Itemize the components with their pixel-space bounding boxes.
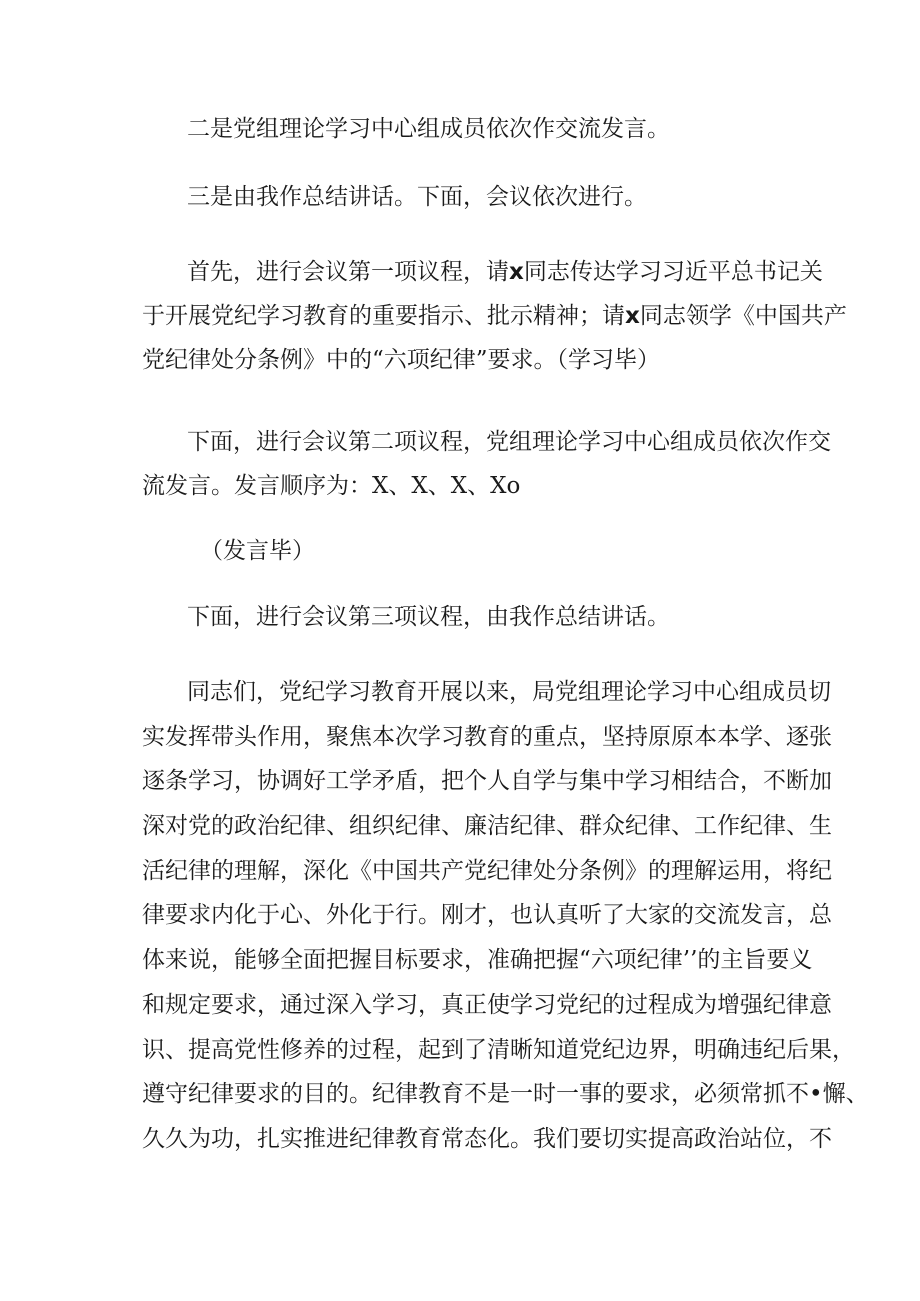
paragraph-4 [142,420,831,508]
text-line: （发言毕） [200,538,315,564]
text-line: 下面，进行会议第二项议程，党组理论学习中心组成员依次作交 [187,429,831,455]
text-segment: 同志领学《中国共产 [639,303,847,329]
text-line: 流发言。发言顺序为：X、X、X、Xo [142,473,521,499]
text-line: 识、提高党性修养的过程，起到了清晰知道党纪边界，明确违纪后果， [142,1036,855,1063]
text-line: 遵守纪律要求的目的。纪律教育不是一时一事的要求，必须常抓不•懈、 [142,1081,869,1108]
paragraph-7 [142,670,869,1162]
text-line: 下面，进行会议第三项议程，由我作总结讲话。 [187,604,670,630]
paragraph-5 [200,535,810,568]
text-line: 同志们，党纪学习教育开展以来，局党组理论学习中心组成员切 [187,679,831,705]
text-line: 逐条学习，协调好工学矛盾，把个人自学与集中学习相结合，不断加 [142,768,832,795]
text-line: 和规定要求，通过深入学习，真正使学习党纪的过程成为增强纪律意 [142,991,832,1018]
text-line: 党纪律处分条例》中的“六项纪律”要求。（学习毕） [142,347,661,373]
text-line: 律要求内化于心、外化于行。刚才，也认真听了大家的交流发言，总 [142,902,832,929]
paragraph-2 [187,181,797,214]
paragraph-3 [142,250,847,382]
text-segment: 同志传达学习习近平总书记关 [523,259,823,285]
text-line: 体来说，能够全面把握目标要求，准确把握“六项纪律’’的主旨要义 [142,947,813,974]
text-line: 久久为功，扎实推进纪律教育常态化。我们要切实提高政治站位，不 [142,1125,832,1152]
text-line [187,250,823,294]
text-line: 实发挥带头作用，聚焦本次学习教育的重点，坚持原原本本学、逐张 [142,723,832,750]
text-line: 活纪律的理解，深化《中国共产党纪律处分条例》的理解运用，将纪 [142,857,832,884]
text-segment: 于开展党纪学习教育的重要指示、批示精神；请 [142,303,625,329]
text-line: 三是由我作总结讲话。下面，会议依次进行。 [187,184,647,210]
text-line: 深对党的政治纪律、组织纪律、廉洁纪律、群众纪律、工作纪律、生 [142,813,832,840]
paragraph-6 [187,601,797,634]
text-line: 二是党组理论学习中心组成员依次作交流发言。 [187,116,670,142]
text-segment: 首先，进行会议第一项议程，请 [187,259,509,285]
placeholder-x: x [625,303,640,329]
paragraph-1 [187,113,797,146]
placeholder-x: x [509,259,524,285]
text-line [142,294,847,338]
